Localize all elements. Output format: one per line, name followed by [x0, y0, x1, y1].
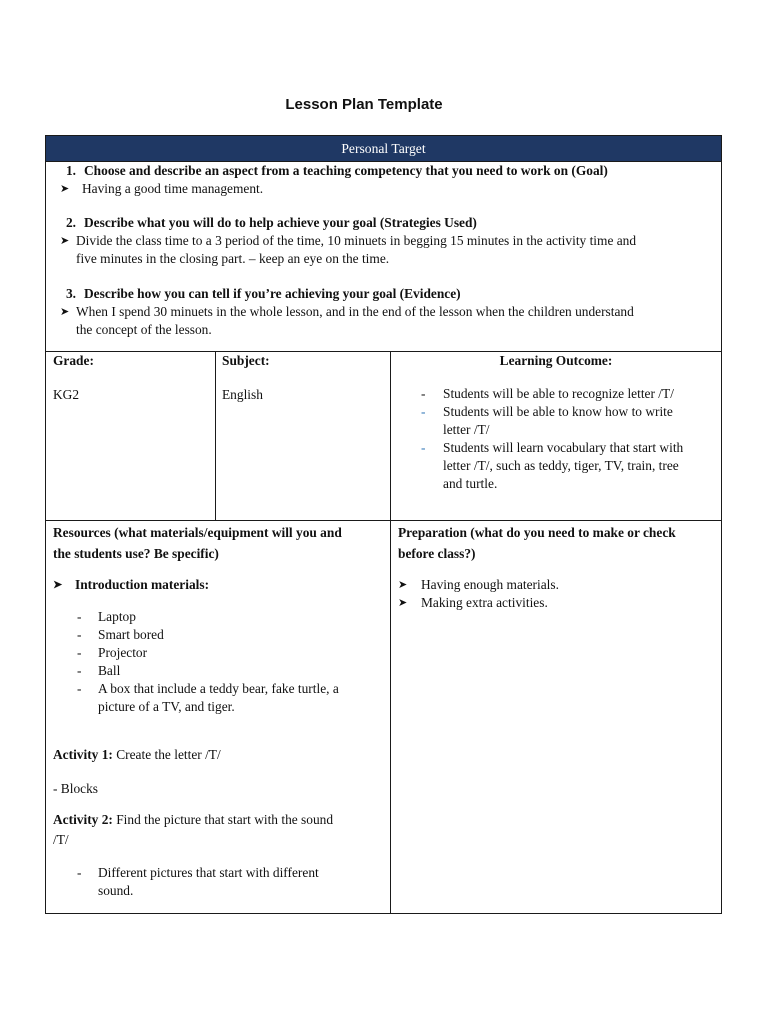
strategies-line-1: Divide the class time to a 3 period of the time, 10 minuets in begging 15 minutes in the activity time and — [76, 233, 637, 248]
dash-bullet-icon: - — [77, 627, 82, 642]
activity-2 — [53, 810, 388, 850]
list-item-text: picture of a TV, and tiger. — [98, 699, 235, 714]
evidence-text — [54, 303, 719, 321]
preparation-list — [398, 576, 720, 612]
list-item-text: Having enough materials. — [421, 577, 559, 592]
divider — [215, 351, 216, 521]
list-item — [398, 594, 720, 612]
list-item — [53, 608, 388, 626]
goal-heading-text: Choose and describe an aspect from a teaching competency that you need to work on (Goal) — [84, 163, 608, 178]
outcome-text: Students will learn vocabulary that start with — [443, 440, 684, 455]
list-item-text: Ball — [98, 663, 121, 678]
strategies-heading — [54, 214, 719, 232]
arrowhead-bullet-icon: ➤ — [60, 235, 70, 247]
outcome-item — [391, 439, 721, 493]
arrowhead-bullet-icon: ➤ — [60, 306, 70, 318]
arrowhead-bullet-icon: ➤ — [53, 579, 63, 591]
personal-target-section — [46, 161, 721, 351]
list-item — [53, 680, 388, 716]
activity-2-label: Activity 2: — [53, 812, 113, 827]
dash-bullet-icon: - — [77, 609, 82, 624]
list-item-text: A box that include a teddy bear, fake turtle, a — [98, 681, 339, 696]
resources-heading-line-1: Resources (what materials/equipment will you and — [53, 525, 342, 540]
dash-bullet-icon: - — [421, 440, 426, 455]
dash-bullet-icon: - — [77, 663, 82, 678]
list-item-text: sound. — [98, 883, 134, 898]
grade-label: Grade: — [53, 353, 94, 368]
outcome-text: letter /T/ — [443, 422, 490, 437]
subject-cell — [222, 352, 387, 404]
intro-materials-list — [53, 608, 388, 716]
grade-cell — [53, 352, 213, 404]
personal-target-header: Personal Target — [46, 136, 721, 162]
grade-value: KG2 — [53, 387, 80, 402]
dash-bullet-icon: - — [421, 386, 426, 401]
strategies-number: 2. — [65, 215, 76, 230]
list-item — [53, 644, 388, 662]
intro-materials-label — [53, 576, 388, 594]
lesson-plan-table — [45, 135, 722, 914]
dash-bullet-icon: - — [421, 404, 426, 419]
activity-1-item: - Blocks — [53, 781, 99, 796]
outcome-item — [391, 403, 721, 439]
list-item — [398, 576, 720, 594]
activity-2-text-2: /T/ — [53, 832, 69, 847]
goal-heading — [54, 162, 719, 180]
list-item-text: Laptop — [98, 609, 136, 624]
preparation-heading — [398, 522, 720, 564]
strategies-text — [54, 232, 719, 250]
list-item — [53, 626, 388, 644]
goal-text-value: Having a good time management. — [82, 181, 264, 196]
arrowhead-bullet-icon: ➤ — [398, 579, 408, 591]
learning-outcome-cell — [391, 352, 721, 493]
preparation-cell — [398, 522, 720, 612]
list-item-text: Making extra activities. — [421, 595, 548, 610]
activity-2-text: Find the picture that start with the sound — [112, 812, 334, 827]
preparation-heading-line-2: before class?) — [398, 546, 476, 561]
resources-cell — [53, 522, 388, 900]
resources-heading-line-2: the students use? Be specific) — [53, 546, 219, 561]
outcome-text: letter /T/, such as teddy, tiger, TV, train, tree — [443, 458, 679, 473]
intro-materials-text: Introduction materials: — [75, 577, 210, 592]
outcome-text: Students will be able to recognize letter /T/ — [443, 386, 674, 401]
divider — [46, 520, 721, 521]
document-title: Lesson Plan Template — [285, 96, 443, 113]
dash-bullet-icon: - — [77, 645, 82, 660]
list-item — [53, 662, 388, 680]
list-item-text: Different pictures that start with different — [98, 865, 319, 880]
outcome-text: and turtle. — [443, 476, 498, 491]
activity-1-text: Create the letter /T/ — [112, 747, 221, 762]
evidence-line-1: When I spend 30 minuets in the whole lesson, and in the end of the lesson when the children understand — [76, 304, 634, 319]
activity-1-label: Activity 1: — [53, 747, 113, 762]
outcome-text: Students will be able to know how to write — [443, 404, 673, 419]
strategies-heading-text: Describe what you will do to help achieve your goal (Strategies Used) — [84, 215, 477, 230]
evidence-line-2: the concept of the lesson. — [76, 322, 212, 337]
dash-bullet-icon: - — [77, 865, 82, 880]
list-item-text: Smart bored — [98, 627, 164, 642]
learning-outcome-label: Learning Outcome: — [499, 353, 613, 368]
evidence-number: 3. — [65, 286, 76, 301]
activity-2-item — [53, 864, 388, 900]
arrowhead-bullet-icon: ➤ — [60, 183, 70, 195]
arrowhead-bullet-icon: ➤ — [398, 597, 408, 609]
evidence-heading — [54, 285, 719, 303]
subject-label: Subject: — [222, 353, 270, 368]
list-item-text: Projector — [98, 645, 148, 660]
subject-value: English — [222, 387, 263, 402]
preparation-heading-line-1: Preparation (what do you need to make or check — [398, 525, 676, 540]
goal-text — [54, 180, 719, 198]
evidence-heading-text: Describe how you can tell if you’re achieving your goal (Evidence) — [84, 286, 461, 301]
resources-heading — [53, 522, 388, 564]
dash-bullet-icon: - — [77, 681, 82, 696]
strategies-line-2: five minutes in the closing part. – keep an eye on the time. — [76, 251, 390, 266]
activity-1 — [53, 746, 388, 764]
outcome-item — [391, 385, 721, 403]
goal-number: 1. — [65, 163, 76, 178]
